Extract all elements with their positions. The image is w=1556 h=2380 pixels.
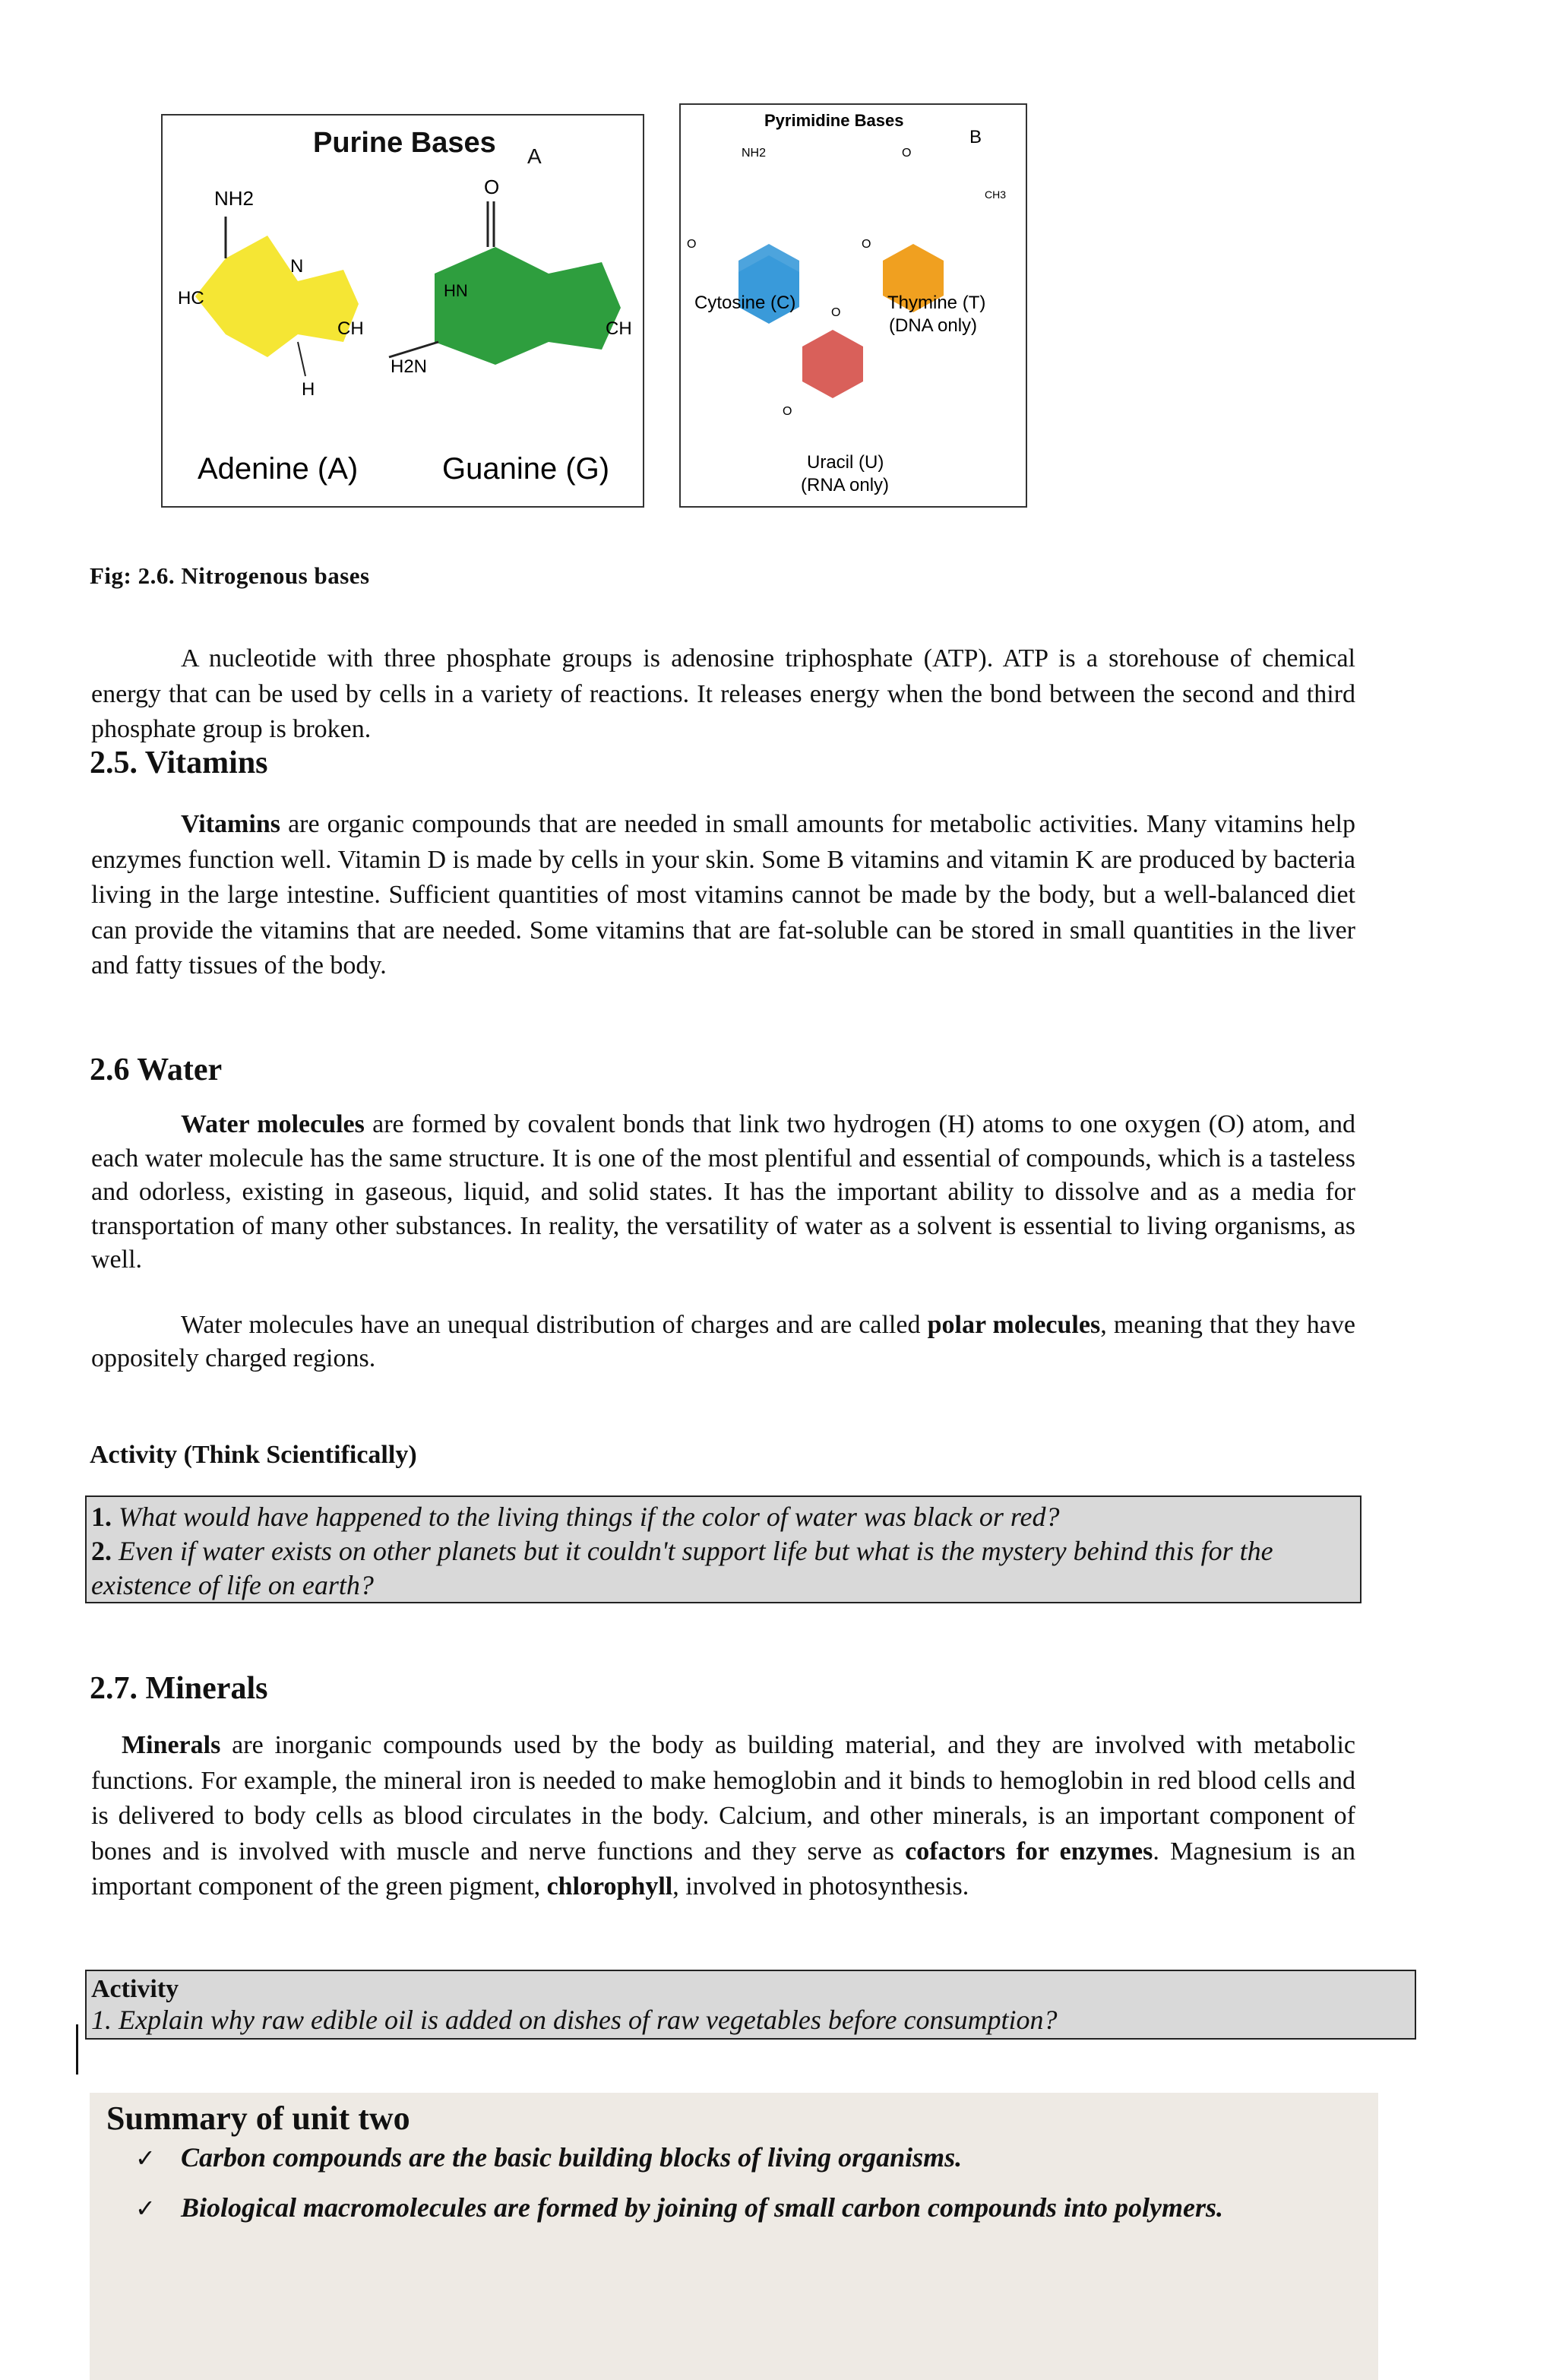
vitamins-heading: 2.5. Vitamins [90, 745, 268, 780]
uracil-note: (RNA only) [801, 475, 890, 495]
pyrimidine-corner-letter: B [969, 127, 982, 147]
activity-2-heading: Activity [91, 1975, 179, 2003]
vitamins-text: are organic compounds that are needed in small amounts for metabolic activities. Many vitamins help enzymes function well. Vitamin D is made by cells in your skin. Some B vitamins and vitamin K are produced by bacteria living in the large intestine. Sufficient quantities of most vitamins cannot be made by the body, but a well-balanced diet can provide the vitamins that are needed. Some vitamins that are fat-soluble can be stored in small quantities in the liver and fatty tissues of the body. [91, 810, 1355, 980]
svg-text:O: O [687, 238, 697, 251]
adenine-nh2-label: NH2 [214, 187, 255, 210]
pyrimidine-title: Pyrimidine Bases [764, 111, 904, 130]
summary-panel [90, 2093, 1378, 2380]
svg-text:O: O [862, 238, 871, 251]
purine-bases-diagram [161, 114, 644, 508]
summary-item-2: ✓ Biological macromolecules are formed by joining of small carbon compounds into polymers. [135, 2192, 1224, 2223]
activity-2-question: 1. Explain why raw edible oil is added on dishes of raw vegetables before consumption? [91, 2005, 1058, 2035]
checkmark-icon: ✓ [135, 2144, 156, 2173]
uracil-name: Uracil (U) [807, 452, 884, 473]
svg-text:O: O [783, 405, 792, 418]
water-text: are formed by covalent bonds that link two hydrogen (H) atoms to one oxygen (O) atom, and each water molecule has the same structure. It is one of the most plentiful and essential of compounds, which is a tasteless and odorless, existing in gaseous, liquid, and solid states. It has the important ability to dissolve and as a media for transportation of many other substances. In reality, the versatility of water as a solvent is essential to living organisms, as well. [91, 1110, 1355, 1274]
svg-text:CH: CH [606, 318, 632, 339]
thymine-name: Thymine (T) [887, 293, 986, 313]
minerals-paragraph: Minerals are inorganic compounds used by the body as building material, and they are involved with metabolic functions. For example, the mineral iron is needed to make hemoglobin and it binds to hemoglobin in red blood cells and is delivered to body cells as blood circulates in the body. Calcium, and other minerals, is an important component of bones and is involved with muscle and nerve functions and they serve as cofactors for enzymes. Magnesium is an important component of the green pigment, chlorophyll, involved in photosynthesis. [91, 1731, 1356, 1901]
adenine-name: Adenine (A) [198, 452, 359, 486]
atp-paragraph-text: A nucleotide with three phosphate groups is adenosine triphosphate (ATP). ATP is a storehouse of chemical energy that can be used by cells in a variety of reactions. It releases energy when the bond between the second and third phosphate group is broken. [91, 644, 1355, 743]
purine-corner-letter: A [527, 144, 542, 168]
activity-box-2 [85, 1970, 1416, 2040]
minerals-heading: 2.7. Minerals [90, 1671, 268, 1706]
vitamins-paragraph [91, 807, 1355, 984]
svg-text:H2N: H2N [391, 356, 428, 377]
cytosine-name: Cytosine (C) [694, 293, 796, 313]
svg-text:HC: HC [178, 288, 204, 309]
activity-question-2: 2. Even if water exists on other planets but it couldn't support life but what is the mystery behind this for the existence of life on earth? [91, 1536, 1273, 1600]
chlorophyll-term: chlorophyll [546, 1872, 673, 1901]
summary-item-1: ✓ Carbon compounds are the basic building blocks of living organisms. [135, 2142, 963, 2173]
pyrimidine-bases-diagram [679, 103, 1027, 508]
activity-question-1: 1. What would have happened to the living things if the color of water was black or red? [91, 1502, 1060, 1532]
svg-text:O: O [902, 147, 912, 160]
activity-box [85, 1495, 1362, 1603]
water-heading: 2.6 Water [90, 1052, 223, 1087]
guanine-name: Guanine (G) [442, 452, 610, 486]
svg-text:CH: CH [337, 318, 364, 339]
pyrimidine-bases-figure [679, 103, 1027, 508]
purine-bases-figure [161, 114, 644, 508]
svg-text:O: O [831, 306, 841, 319]
figure-caption: Fig: 2.6. Nitrogenous bases [90, 562, 370, 589]
checkmark-icon: ✓ [135, 2194, 156, 2223]
water-paragraph-1 [91, 1108, 1355, 1277]
summary-title: Summary of unit two [106, 2100, 410, 2137]
cofactors-term: cofactors for enzymes [905, 1837, 1153, 1866]
water-paragraph-2: Water molecules have an unequal distribution of charges and are called polar molecules, meaning that they have oppositely charged regions. [91, 1311, 1355, 1372]
polar-molecules-term: polar molecules [927, 1311, 1101, 1339]
water-bold-lead: Water molecules [181, 1110, 365, 1138]
guanine-o-label: O [484, 176, 500, 198]
svg-text:NH2: NH2 [742, 147, 767, 160]
atp-paragraph [91, 641, 1355, 748]
svg-text:H: H [302, 379, 315, 400]
vitamins-bold-lead: Vitamins [181, 810, 280, 838]
minerals-bold-lead: Minerals [122, 1731, 221, 1759]
text-cursor-bar [76, 2024, 78, 2075]
thymine-note: (DNA only) [889, 315, 978, 336]
purine-title: Purine Bases [313, 127, 496, 159]
svg-text:HN: HN [444, 281, 468, 300]
svg-text:N: N [290, 256, 304, 277]
activity-heading: Activity (Think Scientifically) [90, 1441, 417, 1469]
svg-text:CH3: CH3 [985, 188, 1007, 201]
